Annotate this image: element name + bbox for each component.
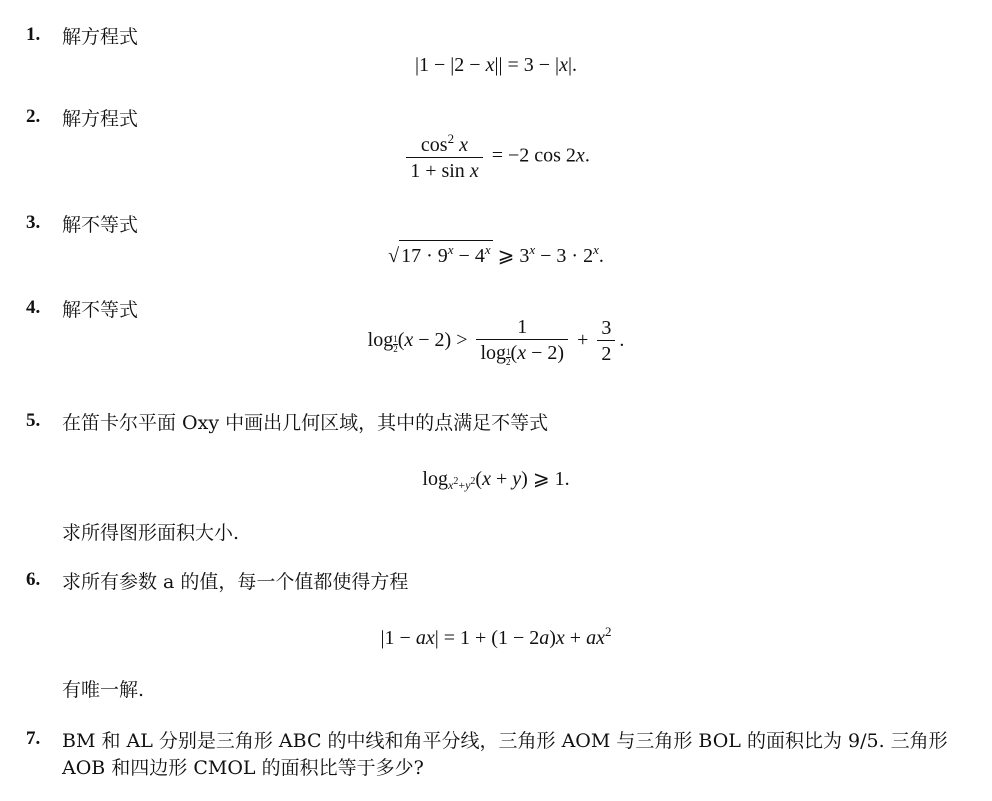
problem-followup: 有唯一解.: [62, 679, 145, 701]
problem-number: 6.: [26, 569, 41, 590]
problem-statement: 解方程式: [62, 26, 139, 48]
problem-number: 2.: [26, 106, 41, 127]
problem-number: 5.: [26, 410, 41, 431]
equation-2: $\frac{\cos^2 x}{\text{1 + sin x}}$ = −2 cos 2x.: [0, 131, 992, 183]
problem-statement: 解方程式: [62, 108, 139, 130]
equation-4: log $\frac{1}{2}$ (x − 2) > 1 log $\frac{1}{2}$ (x − 2) + $\frac{3}{2}$ .: [367, 316, 625, 367]
equation-1: |1 − |2 − x|| = 3 − |x|.: [415, 54, 577, 76]
equation-3: √ $17 \cdot 9^x - 4^x$ ⩾ $3^x - 3 \cdot 2^x$.: [388, 242, 604, 267]
problem-number: 7.: [26, 728, 41, 749]
problem-followup: 求所得图形面积大小.: [62, 522, 240, 544]
problem-statement: 在笛卡尔平面 Oxy 中画出几何区域，其中的点满足不等式: [62, 412, 549, 434]
problem-statement: 求所有参数 a 的值，每一个值都使得方程: [62, 571, 409, 593]
problem-number: 3.: [26, 212, 41, 233]
problem-number: 4.: [26, 297, 41, 318]
problem-number: 1.: [26, 24, 41, 45]
problem-statement: 解不等式: [62, 214, 139, 236]
problem-statement: 解不等式: [62, 299, 139, 321]
equation-6: $|1 - ax| = 1 + (1 - 2a)x + ax^2$: [380, 624, 612, 649]
equation-5: $\log_{x^2+y^2}(x + y)$ ⩾ 1.: [422, 468, 570, 492]
problem-statement: BM 和 AL 分别是三角形 ABC 的中线和角平分线，三角形 AOM 与三角形 BOL 的面积比为 9/5. 三角形 AOB 和四边形 CMOL 的面积比等于多少?: [62, 730, 948, 779]
